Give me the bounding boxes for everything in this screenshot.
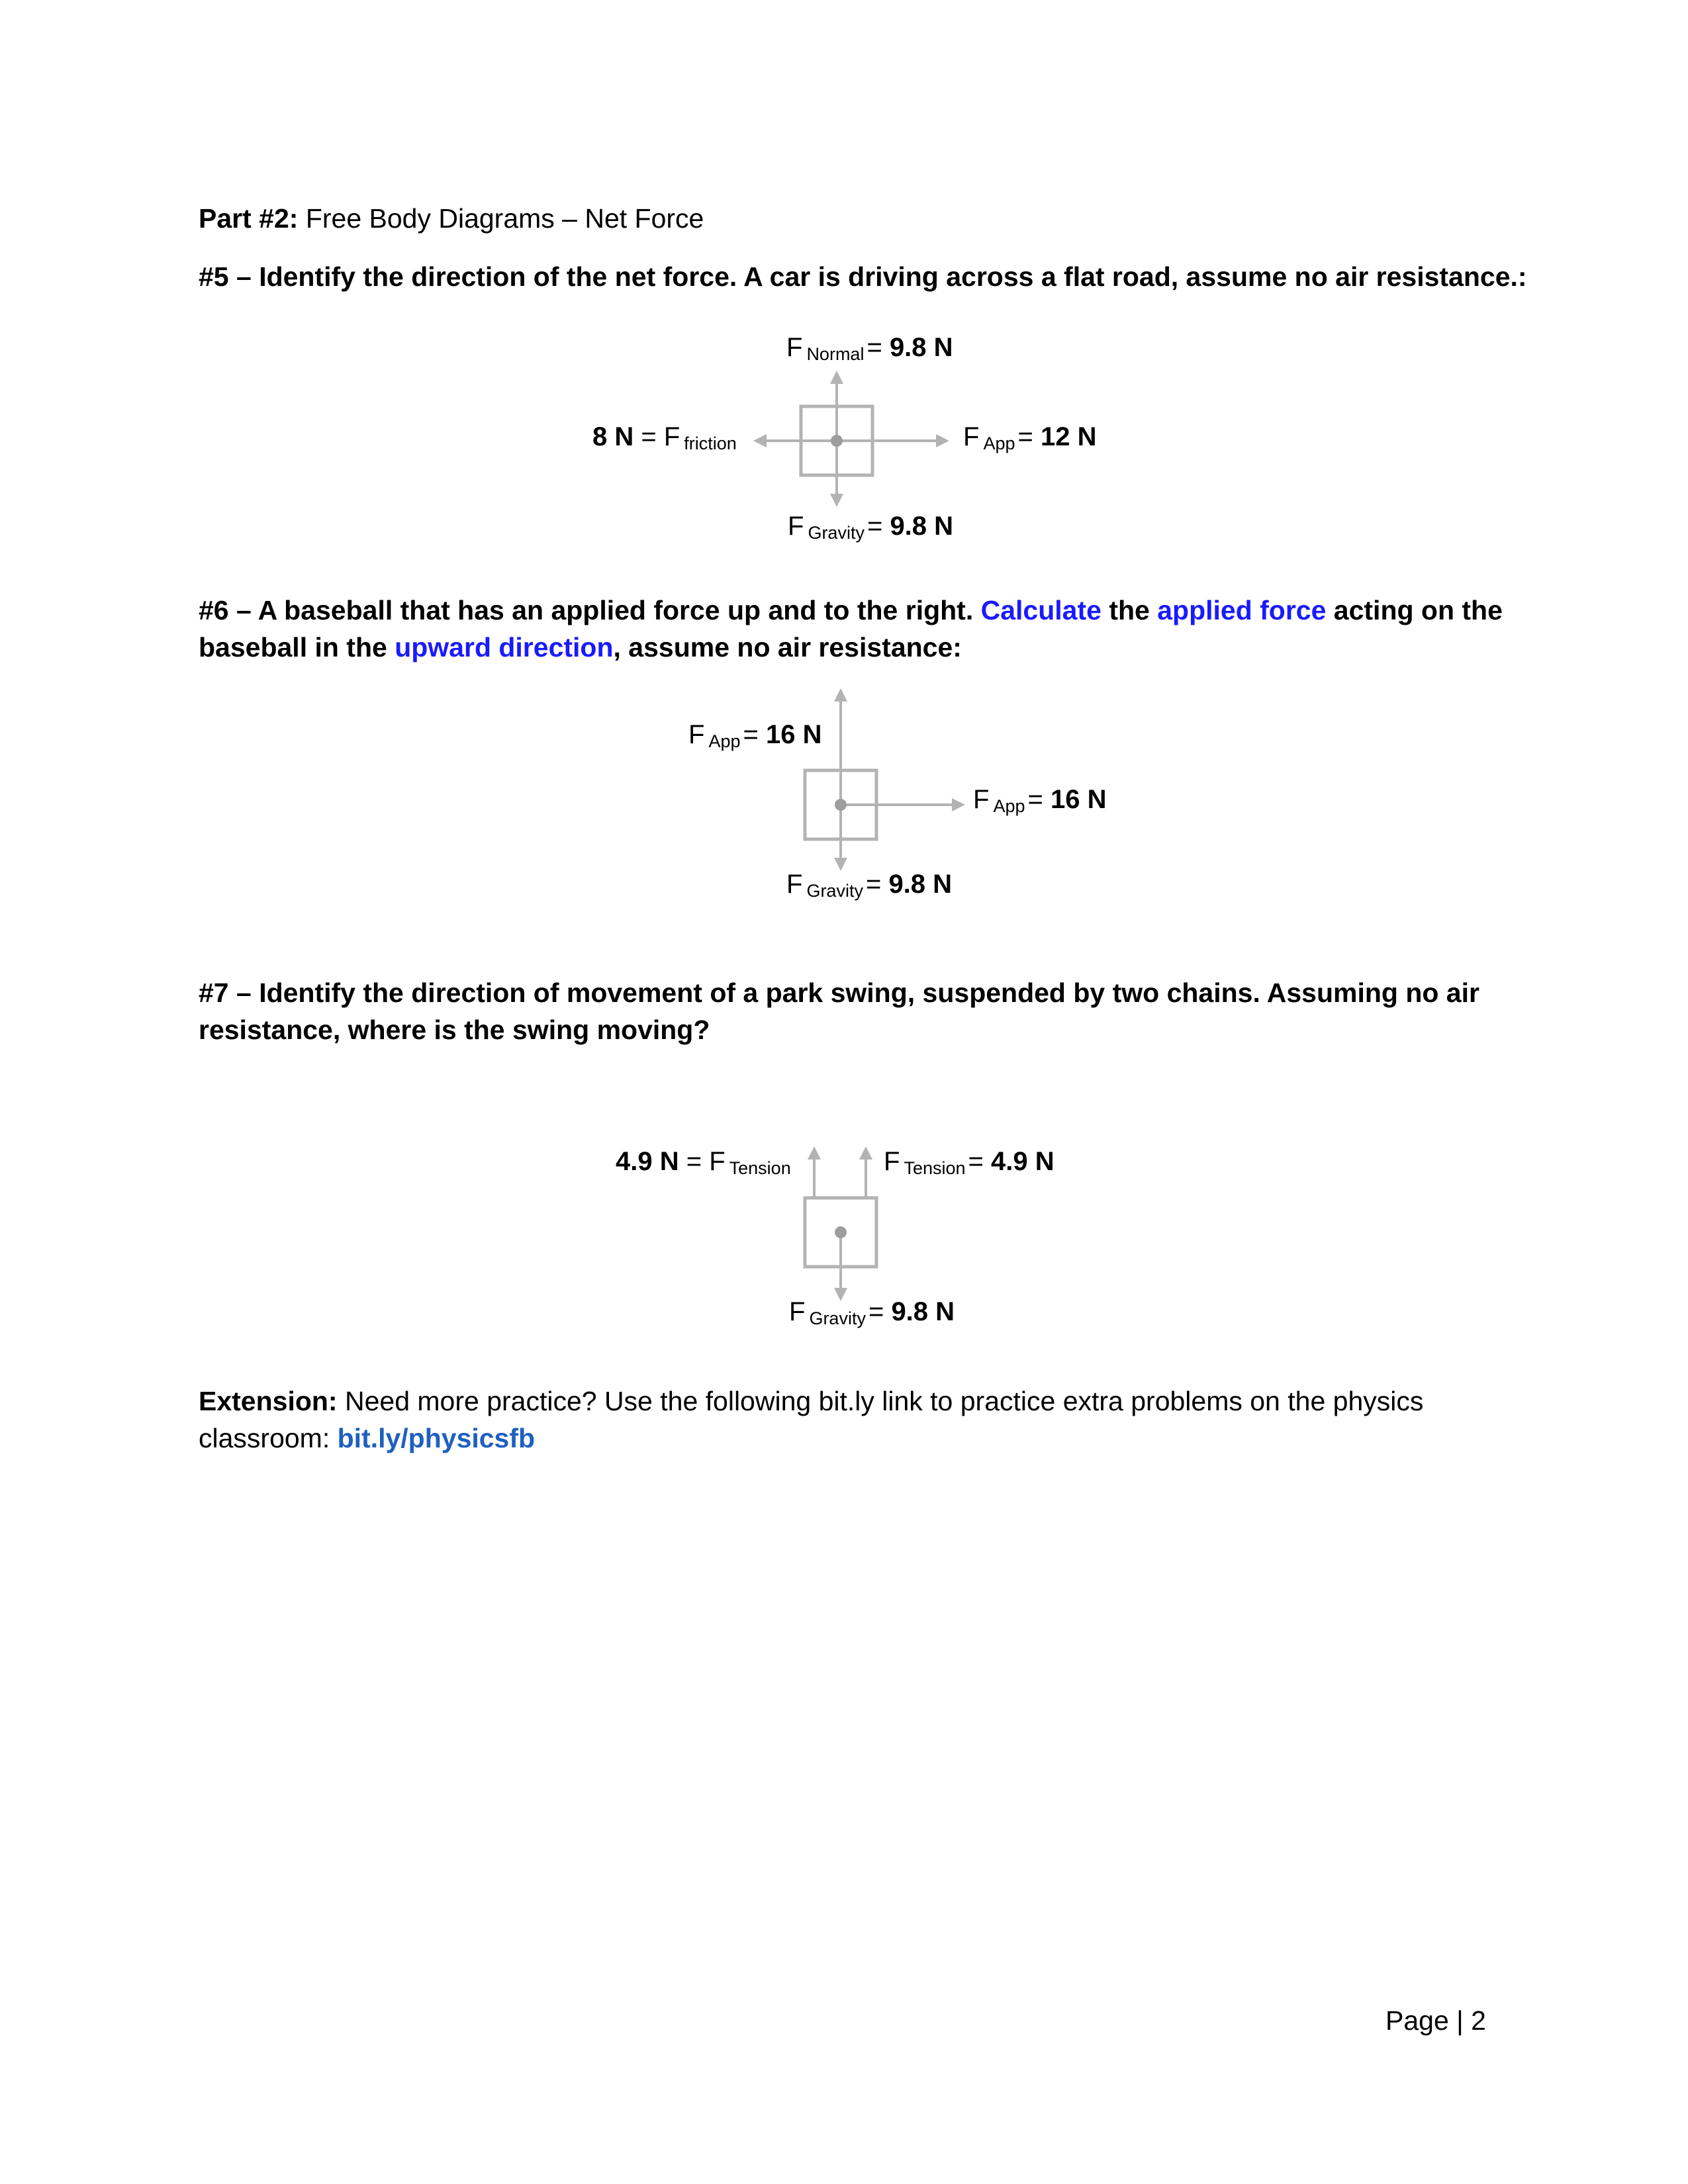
part-title: Free Body Diagrams – Net Force <box>298 203 704 234</box>
q5-gravity-arrowhead <box>830 494 843 507</box>
q7-tension-left-arrowhead <box>808 1146 821 1160</box>
part-label: Part #2: <box>199 203 299 234</box>
q6-app-up-label: F $_{App}$ = 16 N <box>688 720 822 751</box>
q7-prompt-line1: #7 – Identify the direction of movement of a park swing, suspended by two chains. Assuming no air <box>199 978 1479 1008</box>
q5-normal-arrowhead <box>830 371 843 384</box>
q7-center-dot <box>835 1226 847 1238</box>
q5-prompt: #5 – Identify the direction of the net force. A car is driving across a flat road, assume no air resistance.: <box>199 261 1527 292</box>
q6-center-dot <box>835 799 847 811</box>
q6-prompt-line1: #6 – A baseball that has an applied force up and to the right. Calculate the applied force acting on the <box>199 595 1503 625</box>
extension-label: Extension: <box>199 1386 338 1416</box>
q5-gravity-label: F $_{Gravity}$ = 9.8 N <box>788 512 954 543</box>
q7-gravity-arrowhead <box>834 1288 847 1301</box>
q7-gravity-label: F $_{Gravity}$ = 9.8 N <box>789 1297 955 1328</box>
q5-normal-label: F $_{Normal}$ = 9.8 N <box>786 333 953 364</box>
q6-gravity-label: F $_{Gravity}$ = 9.8 N <box>786 870 953 901</box>
q6-app-right-arrowhead <box>952 798 965 811</box>
q7-tension-right-arrowhead <box>859 1146 872 1160</box>
q7-tension-left-label: 4.9 N = F $_{Tension}$ <box>616 1147 791 1178</box>
extension-line1: Extension: Need more practice? Use the following bit.ly link to practice extra problems on the physics <box>199 1386 1424 1416</box>
q6-calculate: Calculate <box>980 595 1102 625</box>
q5-free-body-diagram <box>728 357 980 516</box>
q5-app-arrowhead <box>936 434 949 447</box>
page-number: Page | 2 <box>1385 2005 1486 2036</box>
q5-app-label: F $_{App}$ = 12 N <box>963 422 1097 453</box>
part-heading <box>199 205 704 232</box>
q6-applied-force: applied force <box>1157 595 1327 625</box>
q6-app-right-label: F $_{App}$ = 16 N <box>973 785 1107 816</box>
extension-line2: classroom: bit.ly/physicsfb <box>199 1423 536 1453</box>
q5-friction-arrowhead <box>753 434 767 447</box>
q7-free-body-diagram <box>761 1125 920 1310</box>
q6-prompt-line2: baseball in the upward direction, assume no air resistance: <box>199 632 962 662</box>
q5-friction-label: 8 N = F $_{friction}$ <box>592 422 737 453</box>
q6-gravity-arrowhead <box>834 858 847 871</box>
q7-tension-right-label: F $_{Tension}$ = 4.9 N <box>884 1147 1055 1178</box>
q6-free-body-diagram <box>761 682 986 880</box>
q6-app-up-arrowhead <box>834 688 847 702</box>
q5-center-dot <box>831 435 843 447</box>
physics-classroom-link[interactable]: bit.ly/physicsfb <box>337 1423 536 1453</box>
q7-prompt-line2: resistance, where is the swing moving? <box>199 1015 710 1045</box>
q6-upward-direction: upward direction <box>395 632 614 662</box>
